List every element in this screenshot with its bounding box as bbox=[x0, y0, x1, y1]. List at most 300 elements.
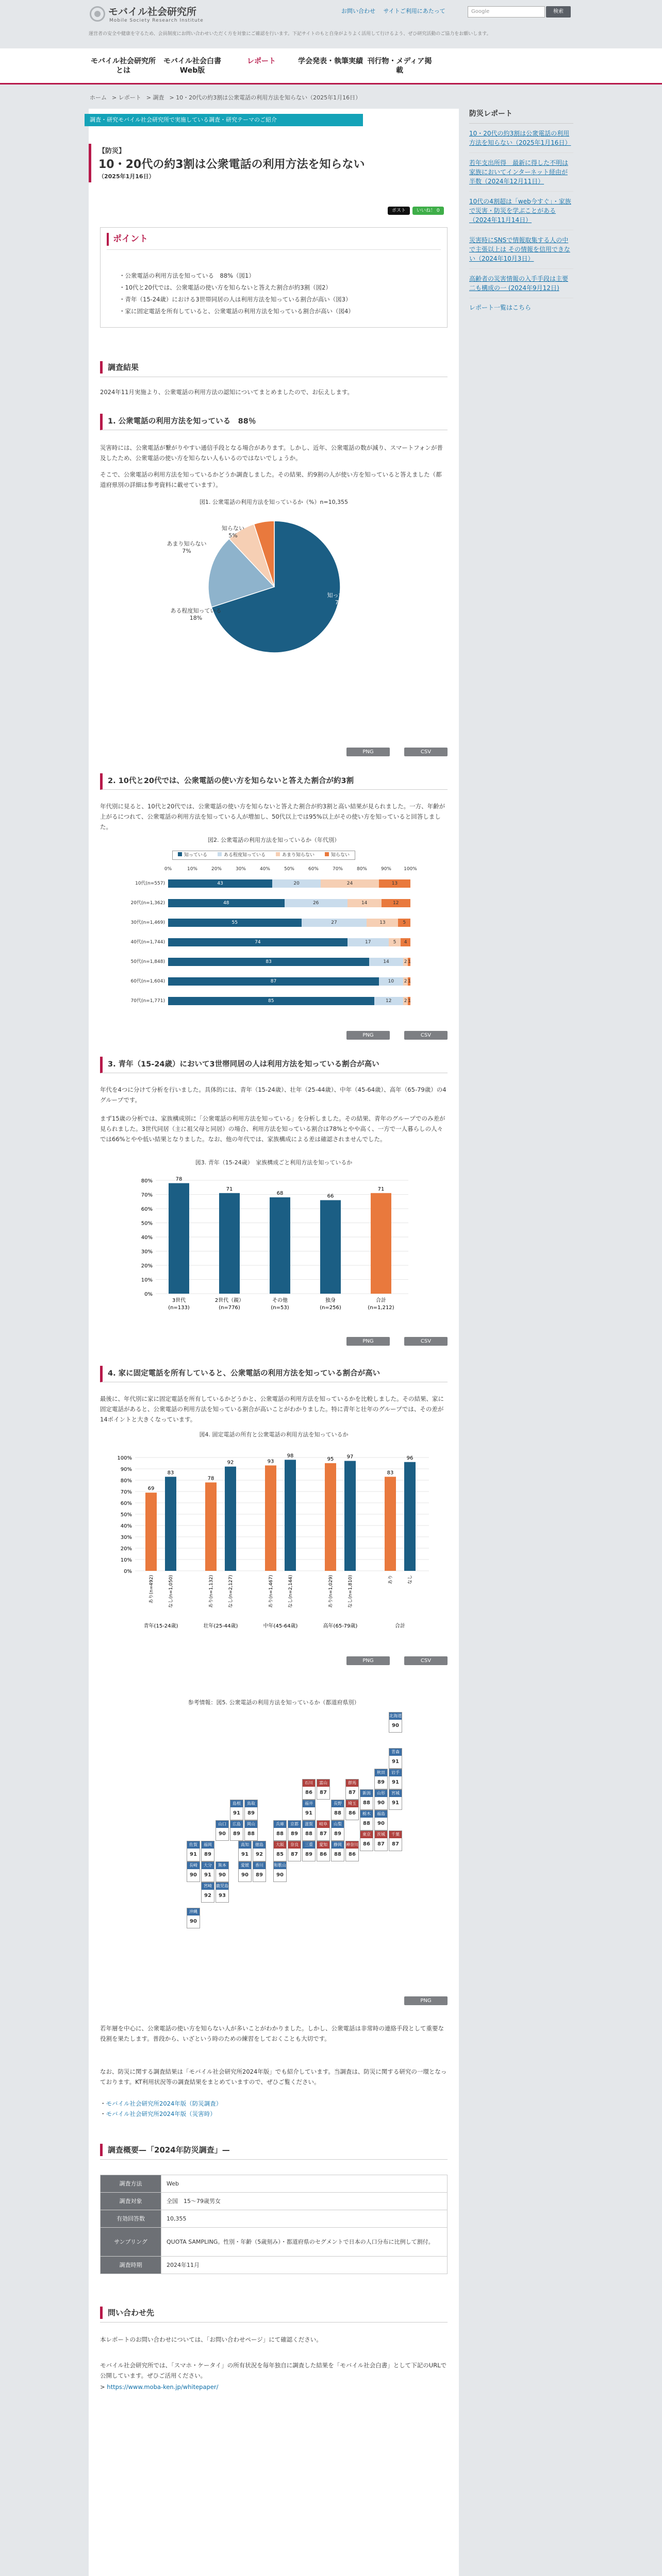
fig4-csv-button[interactable]: CSV bbox=[404, 1656, 448, 1665]
section1-title: 1. 公衆電話の利用方法を知っている 88％ bbox=[100, 414, 448, 430]
point-list bbox=[119, 270, 354, 317]
data-label: 98 bbox=[287, 1453, 294, 1459]
y-tick: 20% bbox=[120, 1546, 132, 1552]
prefecture-value: 90 bbox=[377, 1821, 385, 1826]
y-tick: 80% bbox=[120, 1478, 132, 1484]
prefecture-value: 86 bbox=[349, 1810, 356, 1816]
sidebar-report-link[interactable]: 10代の4割超は「web今すぐ」・家族で災害・防災を学ぶことがある（2024年11月14日） bbox=[469, 192, 573, 230]
data-label: 78 bbox=[207, 1476, 214, 1482]
sidebar-report-link[interactable]: 10・20代の約3割は公衆電話の利用方法を知らない（2025年1月16日） bbox=[469, 124, 573, 153]
stacked-bar bbox=[168, 997, 410, 1005]
post-button[interactable]: ポスト bbox=[388, 207, 410, 215]
site-tagline: 運営者の安全や健康を守るため、会員制度にお問い合わせいただく方を対象にご確認を行います。下記サイトのもと自身がよりよく活用して行けるよう、ぜひ研究活動のご協力をお願いします。 bbox=[89, 31, 491, 37]
prefecture-tile bbox=[302, 1800, 316, 1820]
x-label-n: (n=1,212) bbox=[368, 1305, 394, 1311]
row-label: 40代(n=1,744) bbox=[130, 940, 165, 945]
row-label: 30代(n=1,469) bbox=[130, 920, 165, 925]
prefecture-tile bbox=[273, 1841, 287, 1861]
bar-segment: 5 bbox=[398, 919, 410, 927]
closing-p2: なお、防災に関する調査結果は「モバイル社会研究所2024年版」でも紹介しています。当調査は、防災に関する研究の一環となっております。KT利用状況等の調査結果をまとめていますので、ぜひご覧ください。 bbox=[100, 2068, 447, 2086]
prefecture-tile bbox=[230, 1800, 243, 1820]
table-row: 調査時期 2024年11月 bbox=[101, 2257, 448, 2274]
table-row: 調査対象 全国 15〜79歳男女 bbox=[101, 2193, 448, 2210]
x-label: あり(n=1,467) bbox=[269, 1575, 274, 1608]
prefecture-name: 山形 bbox=[375, 1790, 387, 1797]
nav-whitepaper[interactable]: モバイル社会白書 Web版 bbox=[163, 57, 221, 75]
bar-segment: 55 bbox=[168, 919, 302, 927]
prefecture-value: 87 bbox=[320, 1831, 327, 1837]
x-label: 3世代 bbox=[172, 1298, 186, 1303]
prefecture-tile bbox=[374, 1769, 388, 1789]
section1-p2: そこで、公衆電話の利用方法を知っているかどうか調査しました。その結果、約9割の人が使い方を知っていると答えました（都道府県別の詳細は参考資料に載せています）。 bbox=[100, 471, 442, 488]
prefecture-value: 88 bbox=[363, 1800, 370, 1806]
contact-link[interactable]: お問い合わせ bbox=[341, 8, 375, 14]
closing-link-2[interactable]: モバイル社会研究所2024年版（災害時） bbox=[106, 2110, 216, 2117]
bar-segment: 87 bbox=[168, 977, 379, 986]
x-label-n: (n=53) bbox=[271, 1305, 289, 1311]
stacked-bar bbox=[168, 899, 410, 907]
x-label: あり(n=1,132) bbox=[209, 1575, 214, 1608]
bar-segment: 14 bbox=[347, 899, 382, 907]
data-label: 69 bbox=[147, 1486, 155, 1492]
sidebar-report-link[interactable]: 災害時にSNSで情報取集する人の中で主張以上は その情報を信用できない（2024年10月3日） bbox=[469, 230, 573, 269]
x-label: なし(n=2,127) bbox=[228, 1575, 234, 1608]
prefecture-name: 岡山 bbox=[245, 1821, 257, 1828]
prefecture-name: 大阪 bbox=[274, 1841, 286, 1849]
prefecture-name: 青森 bbox=[389, 1749, 402, 1756]
bar-segment: 20 bbox=[272, 879, 321, 888]
point-box bbox=[100, 227, 448, 328]
prefecture-tile bbox=[238, 1841, 252, 1861]
bar bbox=[325, 1463, 336, 1571]
prefecture-name: 島根 bbox=[230, 1800, 243, 1807]
axis-tick: 30% bbox=[235, 867, 246, 872]
pie-label: あまり知らない bbox=[167, 540, 207, 547]
prefecture-tile bbox=[360, 1789, 373, 1810]
prefecture-value: 93 bbox=[219, 1893, 226, 1899]
prefecture-tile bbox=[201, 1841, 214, 1861]
y-tick: 60% bbox=[120, 1501, 132, 1506]
bar-segment: 1 bbox=[408, 997, 410, 1005]
prefecture-name: 広島 bbox=[230, 1821, 243, 1828]
prefecture-name: 秋田 bbox=[375, 1769, 387, 1776]
data-label: 66 bbox=[327, 1193, 334, 1199]
prefecture-value: 91 bbox=[233, 1810, 240, 1816]
section2-p: 年代別に見ると、10代と20代では、公衆電話の使い方を知らないと答えた割合が約3割と高い結果が見られました。一方、年齢が上がるにつれて、公衆電話の利用方法を知っている人が増加し、50代以上では95%以上がその使い方を知っていると回答しました。 bbox=[100, 803, 445, 831]
x-label-n: (n=776) bbox=[219, 1305, 240, 1311]
nav-report[interactable]: レポート bbox=[247, 57, 276, 65]
y-tick: 50% bbox=[141, 1221, 153, 1227]
prefecture-value: 89 bbox=[233, 1831, 240, 1837]
axis-tick: 50% bbox=[284, 867, 294, 872]
site-usage-link[interactable]: サイトご利用にあたって bbox=[383, 8, 445, 14]
prefecture-name: 鹿児島 bbox=[216, 1883, 228, 1890]
y-tick: 20% bbox=[141, 1263, 153, 1269]
prefecture-value: 87 bbox=[377, 1841, 385, 1847]
axis-tick: 20% bbox=[211, 867, 222, 872]
breadcrumb: ホーム > レポート > 調査 > 10・20代の約3割は公衆電話の利用方法を知らない（2025年1月16日） bbox=[90, 94, 361, 101]
prefecture-tile bbox=[253, 1861, 266, 1882]
prefecture-value: 87 bbox=[291, 1852, 298, 1857]
prefecture-name: 茨城 bbox=[375, 1831, 387, 1838]
bar-segment: 1 bbox=[408, 977, 410, 986]
prefecture-value: 86 bbox=[305, 1790, 312, 1795]
breadcrumb-report[interactable]: レポート bbox=[118, 94, 141, 101]
nav-presentations[interactable]: 学会発表・執筆実績 bbox=[298, 57, 363, 65]
prefecture-value: 87 bbox=[320, 1790, 327, 1795]
fig5-png-button[interactable]: PNG bbox=[404, 1996, 448, 2005]
prefecture-tile bbox=[317, 1820, 330, 1841]
logo-subtitle: Mobile Society Research Institute bbox=[109, 18, 204, 23]
bar-segment: 24 bbox=[321, 879, 379, 888]
prefecture-value: 85 bbox=[276, 1852, 284, 1857]
point-item: ・青年（15-24歳）における3世帯同居の人は利用方法を知っている割合が高い（図3） bbox=[119, 296, 352, 303]
nav-about[interactable]: モバイル社会研究所とは bbox=[91, 57, 156, 75]
prefecture-tile bbox=[187, 1908, 200, 1928]
row-label: 50代(n=1,848) bbox=[130, 959, 165, 964]
section1-p1: 災害時には、公衆電話が繋がりやすい通信手段となる場合があります。しかし、近年、公衆電話の数が減り、スマートフォンが普及したため、公衆電話の使い方を知らない人もいるのではないでしょうか。 bbox=[100, 444, 443, 462]
survey-table bbox=[100, 2175, 448, 2274]
bar-segment: 83 bbox=[168, 958, 369, 966]
prefecture-name: 愛媛 bbox=[239, 1862, 251, 1869]
prefecture-value: 91 bbox=[392, 1800, 399, 1806]
breadcrumb-home[interactable]: ホーム bbox=[90, 94, 107, 101]
data-label: 71 bbox=[377, 1186, 385, 1192]
fig4-caption: 図4. 固定電話の所有と公衆電話の利用方法を知っているか bbox=[199, 1431, 349, 1438]
bar-segment: 12 bbox=[374, 997, 403, 1005]
bar bbox=[320, 1200, 341, 1294]
prefecture-name: 福岡 bbox=[202, 1841, 214, 1849]
prefecture-name: 神奈川 bbox=[346, 1841, 358, 1849]
fig4-png-button[interactable]: PNG bbox=[346, 1656, 390, 1665]
bar-segment: 2 bbox=[403, 958, 408, 966]
x-label: なし(n=2,144) bbox=[288, 1575, 293, 1608]
prefecture-name: 栃木 bbox=[360, 1810, 373, 1818]
prefecture-value: 88 bbox=[305, 1831, 312, 1837]
table-row: サンプリング QUOTA SAMPLING。性別・年齢（5歳刻み）・都道府県のセグメントで日本の人口分布に比例して割付。 bbox=[101, 2228, 448, 2257]
bar-segment: 13 bbox=[379, 879, 410, 888]
prefecture-value: 90 bbox=[219, 1831, 226, 1837]
axis-tick: 90% bbox=[380, 867, 391, 872]
group-label: 壮年(25-44歳) bbox=[203, 1623, 238, 1629]
prefecture-tile bbox=[201, 1882, 214, 1903]
prefecture-tile bbox=[389, 1831, 402, 1851]
bar-segment: 1 bbox=[408, 958, 410, 966]
y-tick: 40% bbox=[141, 1235, 153, 1241]
bar-segment: 48 bbox=[168, 899, 285, 907]
prefecture-value: 88 bbox=[276, 1831, 284, 1837]
y-tick: 50% bbox=[120, 1512, 132, 1518]
prefecture-value: 87 bbox=[349, 1790, 356, 1795]
prefecture-name: 埼玉 bbox=[346, 1800, 358, 1807]
closing-links: ・モバイル社会研究所2024年版（防災調査） ・モバイル社会研究所2024年版（災害時） bbox=[100, 2100, 222, 2117]
bar bbox=[219, 1193, 240, 1294]
data-label: 71 bbox=[226, 1186, 233, 1192]
prefecture-value: 90 bbox=[392, 1723, 399, 1728]
prefecture-name: 岩手 bbox=[389, 1769, 402, 1776]
prefecture-tile bbox=[230, 1820, 243, 1841]
prefecture-name: 兵庫 bbox=[274, 1821, 286, 1828]
fig2-stacked-bar-chart bbox=[100, 851, 448, 1015]
data-label: 95 bbox=[327, 1456, 334, 1462]
data-label: 92 bbox=[227, 1460, 234, 1466]
bar-segment: 74 bbox=[168, 938, 347, 946]
prefecture-name: 熊本 bbox=[216, 1862, 228, 1869]
article-title-block bbox=[89, 144, 459, 182]
bar-segment: 2 bbox=[403, 977, 408, 986]
y-tick: 40% bbox=[120, 1523, 132, 1529]
fig2-png-button[interactable]: PNG bbox=[346, 1031, 390, 1040]
prefecture-tile bbox=[317, 1779, 330, 1800]
prefecture-tile bbox=[345, 1800, 359, 1820]
bar-segment: 13 bbox=[367, 919, 398, 927]
breadcrumb-current: 10・20代の約3割は公衆電話の利用方法を知らない（2025年1月16日） bbox=[176, 94, 361, 101]
y-tick: 30% bbox=[141, 1249, 153, 1255]
fig3-caption: 図3. 青年（15-24歳） 家族構成ごと利用方法を知っているか bbox=[195, 1159, 353, 1166]
y-tick: 10% bbox=[141, 1277, 153, 1283]
prefecture-name: 千葉 bbox=[389, 1831, 402, 1838]
row-label: 10代(n=557) bbox=[135, 881, 165, 886]
x-label: 2世代（親） bbox=[214, 1298, 244, 1303]
bar bbox=[285, 1460, 296, 1571]
breadcrumb-survey[interactable]: 調査 bbox=[153, 94, 164, 101]
prefecture-value: 88 bbox=[363, 1821, 370, 1826]
fig3-png-button[interactable]: PNG bbox=[346, 1337, 390, 1346]
contact-url-row: > https://www.moba-ken.jp/whitepaper/ bbox=[100, 2383, 219, 2391]
prefecture-name: 宮城 bbox=[389, 1790, 402, 1797]
fig2-caption: 図2. 公衆電話の利用方法を知っているか（年代別） bbox=[208, 837, 340, 843]
topic-banner[interactable]: 調査・研究モバイル社会研究所で実施している調査・研究テーマのご紹介 bbox=[85, 114, 363, 126]
prefecture-tile bbox=[345, 1841, 359, 1861]
legend-item: 知っている bbox=[173, 851, 212, 859]
prefecture-tile bbox=[216, 1861, 229, 1882]
prefecture-value: 90 bbox=[241, 1872, 249, 1878]
prefecture-tile bbox=[253, 1841, 266, 1861]
prefecture-tile bbox=[273, 1861, 287, 1882]
prefecture-name: 長崎 bbox=[187, 1862, 200, 1869]
bar-segment: 14 bbox=[369, 958, 403, 966]
x-label: 合計 bbox=[376, 1298, 386, 1303]
closing-link-1[interactable]: モバイル社会研究所2024年版（防災調査） bbox=[106, 2100, 222, 2107]
bar bbox=[344, 1461, 356, 1571]
prefecture-value: 88 bbox=[334, 1810, 341, 1816]
y-tick: 60% bbox=[141, 1207, 153, 1212]
global-nav bbox=[0, 48, 662, 84]
site-header bbox=[89, 0, 573, 40]
table-row: 有効回答数 10,355 bbox=[101, 2210, 448, 2228]
data-label: 97 bbox=[346, 1454, 354, 1460]
data-label: 83 bbox=[387, 1470, 394, 1476]
prefecture-tile bbox=[302, 1779, 316, 1800]
prefecture-name: 佐賀 bbox=[187, 1841, 200, 1849]
search-button[interactable]: 検索 bbox=[546, 6, 571, 18]
x-label-n: (n=133) bbox=[168, 1305, 190, 1311]
bar bbox=[205, 1482, 217, 1571]
prefecture-name: 沖縄 bbox=[187, 1908, 200, 1916]
prefecture-value: 91 bbox=[305, 1810, 312, 1816]
prefecture-tile bbox=[288, 1841, 301, 1861]
fig1-png-button[interactable]: PNG bbox=[346, 748, 390, 756]
prefecture-tile bbox=[331, 1800, 344, 1820]
logo-title[interactable]: モバイル社会研究所 bbox=[108, 6, 197, 18]
prefecture-name: 宮崎 bbox=[202, 1883, 214, 1890]
bar bbox=[265, 1465, 276, 1571]
axis-tick: 40% bbox=[259, 867, 270, 872]
prefecture-name: 富山 bbox=[317, 1780, 329, 1787]
prefecture-value: 90 bbox=[190, 1919, 197, 1924]
x-label: その他 bbox=[272, 1298, 288, 1303]
prefecture-value: 87 bbox=[392, 1841, 399, 1847]
section3-p1: 年代を4つに分けて分析を行いました。具体的には、青年（15-24歳）、壮年（25-44歳）、中年（45-64歳）、高年（65-79歳）の4グループです。 bbox=[100, 1086, 446, 1104]
pie-label-value: 70% bbox=[335, 599, 348, 606]
bar-segment: 12 bbox=[382, 899, 410, 907]
prefecture-name: 徳島 bbox=[253, 1841, 266, 1849]
prefecture-tile bbox=[187, 1841, 200, 1861]
prefecture-value: 90 bbox=[190, 1872, 197, 1878]
closing-p1: 若年層を中心に、公衆電話の使い方を知らない人が多いことがわかりました。しかし、公衆電話は非常時の連絡手段として重要な役割を果たします。普段から、いざという時のための練習をしておくことも大切です。 bbox=[100, 2025, 444, 2042]
prefecture-value: 89 bbox=[291, 1831, 298, 1837]
prefecture-value: 91 bbox=[204, 1872, 211, 1878]
fig3-csv-button[interactable]: CSV bbox=[404, 1337, 448, 1346]
bar-segment: 17 bbox=[347, 938, 389, 946]
y-tick: 30% bbox=[120, 1535, 132, 1540]
sidebar-heading: 防災レポート bbox=[469, 109, 573, 124]
prefecture-value: 89 bbox=[256, 1872, 263, 1878]
axis-tick: 70% bbox=[332, 867, 343, 872]
bar-segment: 5 bbox=[389, 938, 401, 946]
section3-title: 3. 青年（15-24歳）において3世帯同居の人は利用方法を知っている割合が高い bbox=[100, 1057, 448, 1073]
prefecture-value: 88 bbox=[247, 1831, 255, 1837]
x-label: なし(n=1,050) bbox=[169, 1575, 174, 1608]
prefecture-tile bbox=[331, 1820, 344, 1841]
prefecture-name: 岐阜 bbox=[317, 1821, 329, 1828]
prefecture-value: 91 bbox=[392, 1780, 399, 1785]
prefecture-tile bbox=[317, 1841, 330, 1861]
prefecture-value: 92 bbox=[204, 1893, 211, 1899]
prefecture-value: 90 bbox=[276, 1872, 284, 1878]
prefecture-name: 香川 bbox=[253, 1862, 266, 1869]
prefecture-name: 長野 bbox=[332, 1800, 344, 1807]
stacked-bar bbox=[168, 938, 410, 946]
bar bbox=[165, 1477, 176, 1571]
nav-publications[interactable]: 刊行物・メディア掲載 bbox=[367, 57, 432, 75]
prefecture-tile bbox=[187, 1861, 200, 1882]
bar bbox=[404, 1462, 416, 1571]
prefecture-tile bbox=[374, 1831, 388, 1851]
x-label: 独身 bbox=[325, 1298, 336, 1303]
prefecture-tile bbox=[244, 1800, 258, 1820]
data-label: 68 bbox=[276, 1191, 284, 1196]
prefecture-name: 山口 bbox=[216, 1821, 228, 1828]
prefecture-tile bbox=[216, 1882, 229, 1903]
fig5-prefecture-map bbox=[181, 1711, 408, 1989]
bar-segment: 10 bbox=[379, 977, 403, 986]
axis-tick: 0% bbox=[164, 867, 172, 872]
point-item: ・公衆電話の利用方法を知っている 88%（図1） bbox=[119, 272, 255, 279]
prefecture-tile bbox=[201, 1861, 214, 1882]
row-label: 70代(n=1,771) bbox=[130, 998, 165, 1004]
bar-segment: 26 bbox=[285, 899, 347, 907]
logo-icon[interactable] bbox=[90, 6, 105, 22]
search-input[interactable]: Google bbox=[468, 6, 545, 18]
prefecture-name: 大分 bbox=[202, 1862, 214, 1869]
bar bbox=[371, 1193, 391, 1294]
intro-text: 2024年11月実施より、公衆電話の利用方法の認知についてまとめましたので、お伝えします。 bbox=[100, 388, 354, 396]
axis-tick: 80% bbox=[356, 867, 367, 872]
y-tick: 90% bbox=[120, 1467, 132, 1472]
pie-label-value: 5% bbox=[228, 532, 238, 539]
prefecture-value: 86 bbox=[363, 1841, 370, 1847]
axis-tick: 100% bbox=[404, 867, 417, 872]
bar bbox=[385, 1477, 396, 1571]
article-panel bbox=[89, 109, 459, 2576]
point-item: ・10代と20代では、公衆電話の使い方を知らないと答えた割合が約3割（図2） bbox=[119, 284, 332, 291]
x-label: あり(n=1,029) bbox=[328, 1575, 334, 1608]
prefecture-value: 86 bbox=[320, 1852, 327, 1857]
legend-item: あまり知らない bbox=[271, 851, 320, 859]
data-label: 78 bbox=[175, 1176, 183, 1182]
data-label: 96 bbox=[406, 1455, 413, 1461]
whitepaper-link[interactable]: https://www.moba-ken.jp/whitepaper/ bbox=[107, 2383, 219, 2391]
prefecture-name: 北海道 bbox=[389, 1713, 402, 1720]
prefecture-name: 愛知 bbox=[317, 1841, 329, 1849]
prefecture-tile bbox=[302, 1820, 316, 1841]
prefecture-tile bbox=[288, 1820, 301, 1841]
prefecture-value: 89 bbox=[247, 1810, 255, 1816]
prefecture-value: 89 bbox=[377, 1780, 385, 1785]
sidebar-report-link[interactable]: 高齢者の災害情報の入手手段は主要二も構成の一 (2024年9月12日) bbox=[469, 269, 573, 298]
fig3-bar-chart bbox=[130, 1170, 419, 1325]
contact-heading: 問い合わせ先 bbox=[100, 2307, 154, 2319]
prefecture-name: 石川 bbox=[303, 1780, 315, 1787]
bar-segment: 4 bbox=[401, 938, 410, 946]
pie-label: 知っている bbox=[327, 592, 356, 599]
prefecture-tile bbox=[389, 1712, 402, 1733]
prefecture-tile bbox=[244, 1820, 258, 1841]
bar-segment: 27 bbox=[302, 919, 367, 927]
prefecture-value: 89 bbox=[204, 1852, 211, 1857]
fig1-pie-chart bbox=[166, 510, 383, 664]
prefecture-name: 京都 bbox=[288, 1821, 301, 1828]
like-button[interactable]: いいね！ 0 bbox=[412, 207, 444, 215]
sidebar-more-link[interactable]: レポート一覧はこちら bbox=[469, 304, 532, 312]
results-heading: 調査結果 bbox=[100, 361, 139, 374]
prefecture-name: 三重 bbox=[303, 1841, 315, 1849]
fig2-csv-button[interactable]: CSV bbox=[404, 1031, 448, 1040]
prefecture-name: 福井 bbox=[303, 1800, 315, 1807]
y-tick: 0% bbox=[124, 1569, 132, 1574]
prefecture-tile bbox=[216, 1820, 229, 1841]
point-item: ・家に固定電話を所有していると、公衆電話の利用方法を知っている割合が高い（図4） bbox=[119, 308, 354, 315]
section4-title: 4. 家に固定電話を所有していると、公衆電話の利用方法を知っている割合が高い bbox=[100, 1366, 448, 1382]
survey-heading: 調査概要—「2024年防災調査」— bbox=[100, 2144, 230, 2156]
prefecture-tile bbox=[360, 1831, 373, 1851]
bar bbox=[270, 1197, 290, 1294]
fig1-csv-button[interactable]: CSV bbox=[404, 748, 448, 756]
article-title: 10・20代の約3割は公衆電話の利用方法を知らない bbox=[98, 158, 365, 171]
y-tick: 70% bbox=[141, 1192, 153, 1198]
prefecture-tile bbox=[302, 1841, 316, 1861]
prefecture-name: 東京 bbox=[360, 1831, 373, 1838]
sidebar-report-link[interactable]: 若年支出所得 最新に得した不明は家族においてインターネット経由が半数（2024年12月11日） bbox=[469, 153, 573, 192]
prefecture-name: 高知 bbox=[239, 1841, 251, 1849]
fig1-caption: 図1. 公衆電話の利用方法を知っているか（%）n=10,355 bbox=[199, 499, 349, 505]
stacked-bar bbox=[168, 879, 410, 888]
prefecture-value: 92 bbox=[256, 1852, 263, 1857]
x-label: なし bbox=[408, 1575, 413, 1585]
group-label: 青年(15-24歳) bbox=[143, 1623, 178, 1629]
axis-tick: 10% bbox=[187, 867, 197, 872]
